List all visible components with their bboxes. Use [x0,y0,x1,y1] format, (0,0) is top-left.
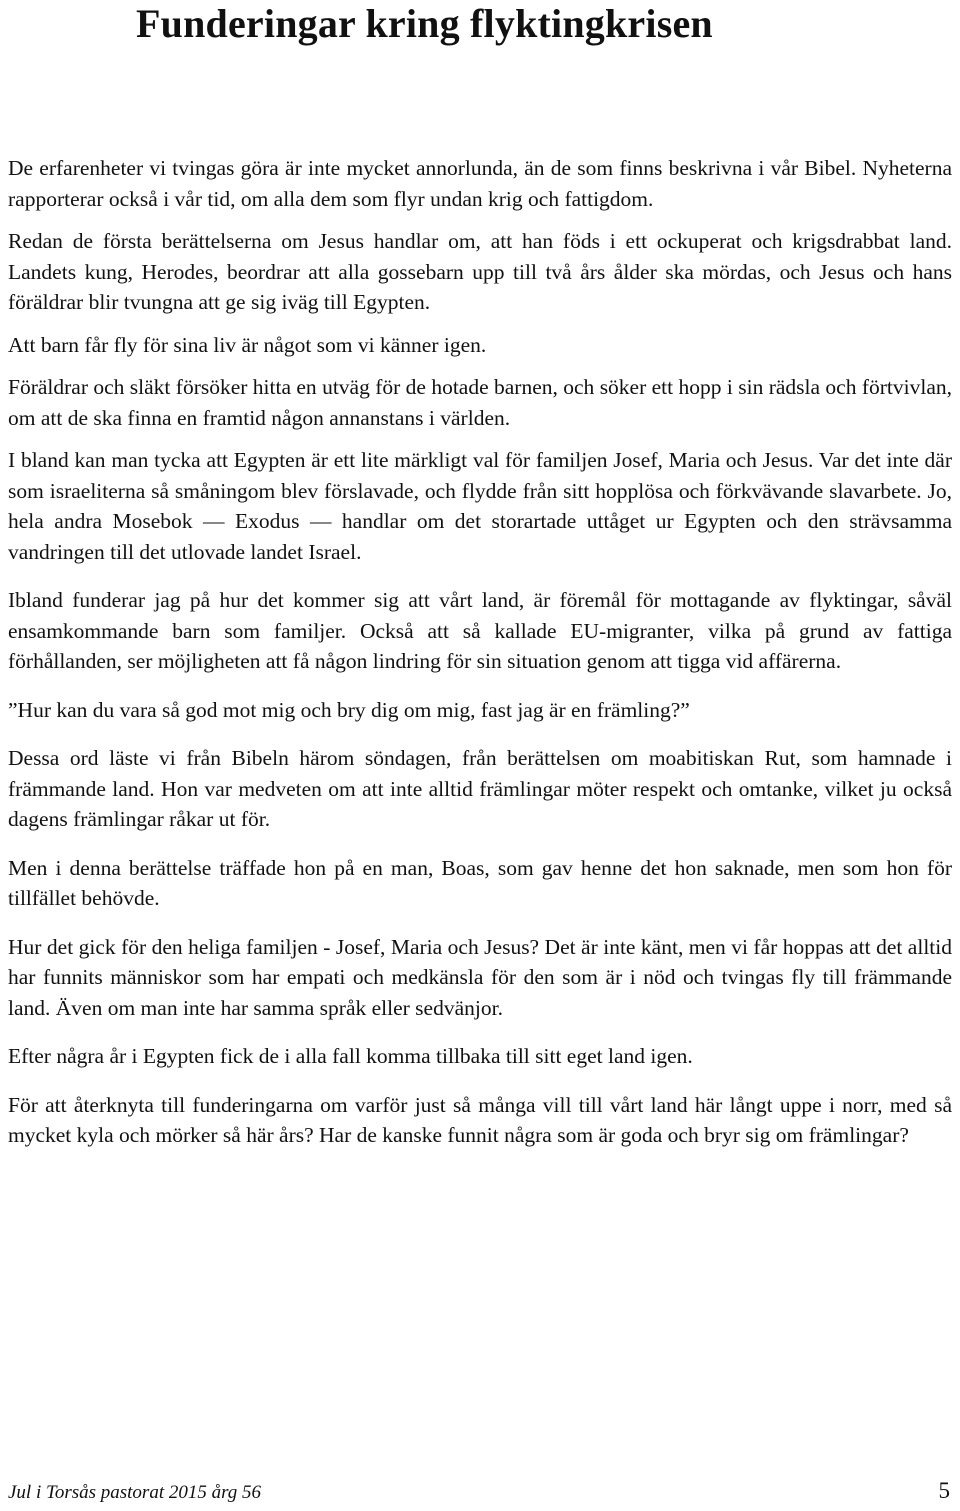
quote: ”Hur kan du vara så god mot mig och bry dig om mig, fast jag är en främling?” [8,697,690,722]
paragraph: Men i denna berättelse träffade hon på en man, Boas, som gav henne det hon saknade, men som hon för tillfället behövde. [8,855,952,910]
paragraph: Föräldrar och släkt försöker hitta en utväg för de hotade barnen, och söker ett hopp i sin rädsla och förtvivlan, om att de ska finna en framtid någon annanstans i världen. [8,375,952,430]
document-page [8,0,952,1511]
paragraph: För att återknyta till funderingarna om varför just så många vill till vårt land här långt uppe i norr, med så mycket kyla och mörker så här års? Har de kanske funnit några som är goda och bryr sig om främlingar? [8,1092,952,1147]
paragraph: Hur det gick för den heliga familjen - Josef, Maria och Jesus? Det är inte känt, men vi får hoppas att det alltid har funnits människor som har empati och medkänsla för den som är i nöd och tvingas fly till främmande land. Även om man inte har samma språk eller sedvänjor. [8,934,952,1020]
paragraph: Att barn får fly för sina liv är något som vi känner igen. [8,332,487,357]
publication-name: Jul i Torsås pastorat 2015 årg 56 [8,1482,262,1503]
paragraph: Dessa ord läste vi från Bibeln härom söndagen, från berättelsen om moabitiskan Rut, som hamnade i främmande land. Hon var medveten om att inte alltid främlingar möter respekt och omtanke, vilket ju också dagens främlingar råkar ut för. [8,746,952,831]
paragraph: Efter några år i Egypten fick de i alla fall komma tillbaka till sitt eget land igen. [8,1044,693,1068]
paragraph: I bland kan man tycka att Egypten är ett lite märkligt val för familjen Josef, Maria och Jesus. Var det inte där som israeliterna så småningom blev förslavade, och flydde från sitt hopplösa och förkvävande slavarbete. Jo, hela andra Mosebok — Exodus — handlar om det storartade uttåget ur Egypten och den strävsamma vandringen till det utlovade landet Israel. [8,448,952,564]
paragraph: De erfarenheter vi tvingas göra är inte mycket annorlunda, än de som finns beskrivna i vår Bibel. Nyheterna rapporterar också i vår tid, om alla dem som flyr undan krig och fattigdom. [8,156,952,211]
article-body [8,153,952,1151]
paragraph: Redan de första berättelserna om Jesus handlar om, att han föds i ett ockuperat och krigsdrabbat land. Landets kung, Herodes, beordrar att alla gossebarn upp till två års ålder ska mördas, och Jesus och hans föräldrar blir tvungna att ge sig iväg till Egypten. [8,229,952,314]
page-title: Funderingar kring flyktingkrisen [136,1,713,46]
paragraph: Ibland funderar jag på hur det kommer sig att vårt land, är föremål för mottagande av flyktingar, såväl ensamkommande barn som familjer. Också att så kallade EU-migranter, vilka på grund av fattiga förhållanden, ser möjligheten att få någon lindring för sin situation genom att tigga vid affärerna. [8,588,952,673]
page-footer [8,1479,952,1507]
page-number: 5 [938,1478,950,1503]
